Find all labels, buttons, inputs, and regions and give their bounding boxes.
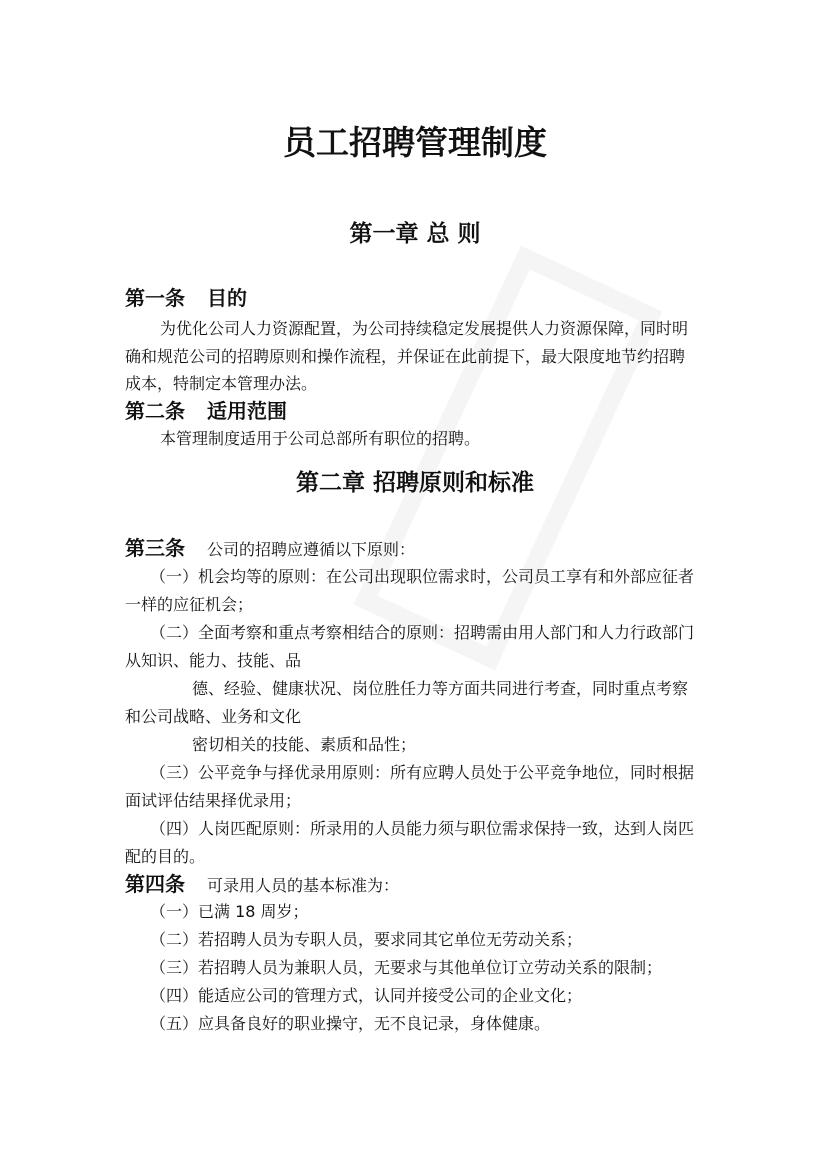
- paragraph-line: （三）公平竞争与择优录用原则：所有应聘人员处于公平竞争地位，同时根据: [150, 763, 695, 782]
- list-item: （四）能适应公司的管理方式，认同并接受公司的企业文化；: [150, 986, 583, 1005]
- paragraph-line: 从知识、能力、技能、品: [125, 651, 302, 670]
- article-label: 第四条: [125, 872, 185, 896]
- chapter-2-heading: 第二章 招聘原则和标准: [295, 470, 534, 496]
- paragraph-line: 德、经验、健康状况、岗位胜任力等方面共同进行考查，同时重点考察: [192, 679, 689, 698]
- watermark: [354, 246, 663, 671]
- paragraph-line: 确和规范公司的招聘原则和操作流程，并保证在此前提下，最大限度地节约招聘: [125, 347, 686, 366]
- paragraph-line: 为优化公司人力资源配置，为公司持续稳定发展提供人力资源保障，同时明: [160, 319, 689, 338]
- paragraph-line: 配的目的。: [125, 847, 206, 866]
- paragraph-line: 本管理制度适用于公司总部所有职位的招聘。: [160, 429, 481, 448]
- paragraph-line: 和公司战略、业务和文化: [125, 707, 302, 726]
- article-title: 适用范围: [207, 399, 287, 423]
- list-item: （三）若招聘人员为兼职人员，无要求与其他单位订立劳动关系的限制；: [150, 958, 663, 977]
- chapter-1-heading: 第一章 总 则: [349, 221, 481, 247]
- paragraph-line: 成本，特制定本管理办法。: [125, 374, 318, 393]
- article-label: 第一条: [125, 286, 185, 310]
- article-label: 第三条: [125, 536, 185, 560]
- article-label: 第二条: [125, 399, 185, 423]
- paragraph-line: （二）全面考察和重点考察相结合的原则：招聘需由用人部门和人力行政部门: [150, 623, 695, 642]
- article-4-heading: [125, 871, 399, 899]
- paragraph-line: 面试评估结果择优录用；: [125, 791, 302, 810]
- list-item: （二）若招聘人员为专职人员，要求同其它单位无劳动关系；: [150, 930, 583, 949]
- list-item: （一）已满 18 周岁；: [150, 902, 309, 921]
- article-3-heading: [125, 535, 415, 563]
- paragraph-line: 密切相关的技能、素质和品性；: [192, 735, 417, 754]
- article-title: 公司的招聘应遵循以下原则：: [207, 540, 416, 559]
- article-title: 目的: [207, 286, 247, 310]
- document-title: 员工招聘管理制度: [283, 123, 547, 162]
- paragraph-line: 一样的应征机会；: [125, 595, 254, 614]
- article-title: 可录用人员的基本标准为：: [207, 876, 400, 895]
- list-item: （五）应具备良好的职业操守，无不良记录，身体健康。: [150, 1014, 551, 1033]
- paragraph-line: （一）机会均等的原则：在公司出现职位需求时，公司员工享有和外部应征者: [150, 567, 695, 586]
- article-2-heading: [125, 398, 287, 424]
- paragraph-line: （四）人岗匹配原则：所录用的人员能力须与职位需求保持一致，达到人岗匹: [150, 819, 695, 838]
- article-1-heading: [125, 285, 247, 311]
